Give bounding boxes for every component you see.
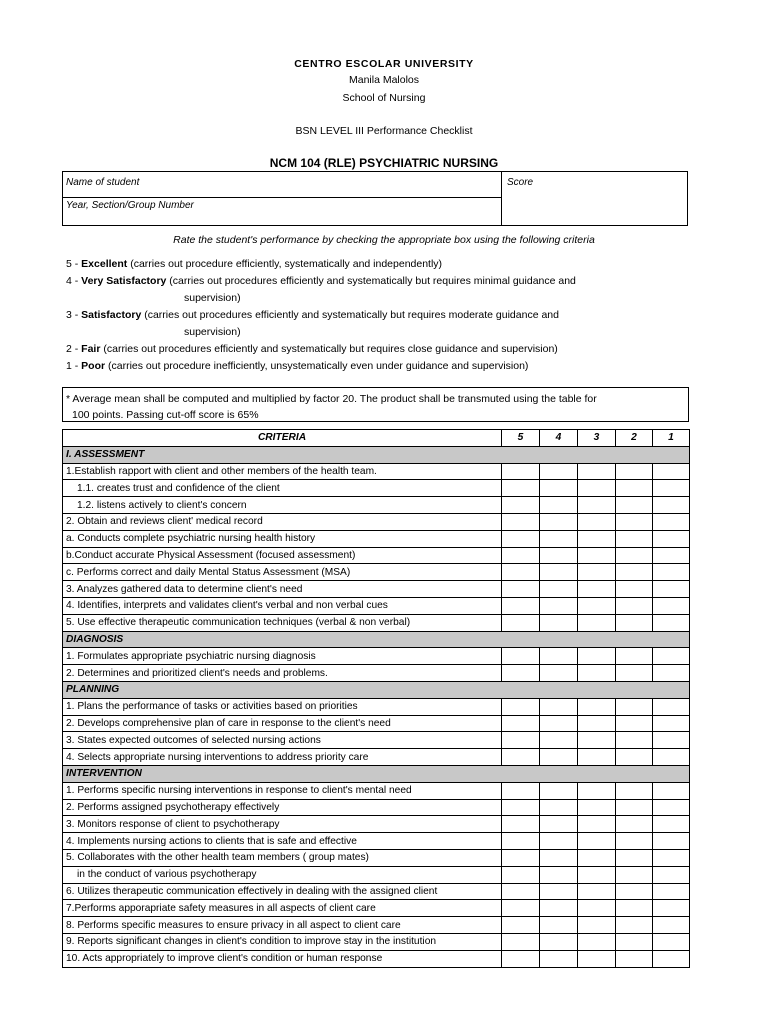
criteria-table bbox=[62, 429, 690, 968]
score-checkbox-1[interactable] bbox=[653, 866, 690, 883]
score-checkbox-4[interactable] bbox=[540, 849, 578, 866]
criteria-text: 1. Formulates appropriate psychiatric nursing diagnosis bbox=[63, 648, 502, 665]
score-checkbox-4[interactable] bbox=[540, 917, 578, 934]
score-checkbox-5[interactable] bbox=[502, 749, 540, 766]
score-checkbox-4[interactable] bbox=[540, 816, 578, 833]
criteria-row bbox=[63, 665, 690, 682]
score-checkbox-1[interactable] bbox=[653, 799, 690, 816]
score-checkbox-5[interactable] bbox=[502, 480, 540, 497]
criteria-row bbox=[63, 614, 690, 631]
criteria-text: 2. Obtain and reviews client' medical record bbox=[63, 513, 502, 530]
section-title: PLANNING bbox=[63, 681, 690, 698]
criteria-text: 1.2. listens actively to client's concern bbox=[63, 497, 502, 514]
score-checkbox-4[interactable] bbox=[540, 698, 578, 715]
score-checkbox-3[interactable] bbox=[578, 933, 616, 950]
score-checkbox-2[interactable] bbox=[616, 816, 653, 833]
score-checkbox-3[interactable] bbox=[578, 597, 616, 614]
rating-instruction: Rate the student's performance by checking the appropriate box using the following criteria bbox=[173, 234, 595, 246]
score-checkbox-5[interactable] bbox=[502, 917, 540, 934]
score-checkbox-1[interactable] bbox=[653, 581, 690, 598]
course-title: NCM 104 (RLE) PSYCHIATRIC NURSING bbox=[269, 156, 499, 170]
score-checkbox-4[interactable] bbox=[540, 933, 578, 950]
score-checkbox-3[interactable] bbox=[578, 463, 616, 480]
score-checkbox-2[interactable] bbox=[616, 749, 653, 766]
criteria-text: 9. Reports significant changes in client's condition to improve stay in the institution bbox=[63, 933, 502, 950]
score-checkbox-3[interactable] bbox=[578, 749, 616, 766]
score-checkbox-1[interactable] bbox=[653, 749, 690, 766]
score-checkbox-2[interactable] bbox=[616, 799, 653, 816]
score-checkbox-4[interactable] bbox=[540, 614, 578, 631]
score-checkbox-2[interactable] bbox=[616, 597, 653, 614]
score-checkbox-4[interactable] bbox=[540, 749, 578, 766]
score-checkbox-4[interactable] bbox=[540, 866, 578, 883]
score-checkbox-5[interactable] bbox=[502, 883, 540, 900]
score-checkbox-4[interactable] bbox=[540, 581, 578, 598]
score-checkbox-5[interactable] bbox=[502, 564, 540, 581]
legend-item: 4 - Very Satisfactory (carries out procedures efficiently and systematically but requires minimal guidance and bbox=[66, 275, 576, 287]
criteria-row bbox=[63, 581, 690, 598]
score-checkbox-3[interactable] bbox=[578, 950, 616, 967]
score-checkbox-1[interactable] bbox=[653, 715, 690, 732]
score-checkbox-3[interactable] bbox=[578, 715, 616, 732]
score-checkbox-5[interactable] bbox=[502, 849, 540, 866]
score-checkbox-2[interactable] bbox=[616, 513, 653, 530]
score-checkbox-4[interactable] bbox=[540, 547, 578, 564]
score-checkbox-5[interactable] bbox=[502, 698, 540, 715]
criteria-row bbox=[63, 530, 690, 547]
score-checkbox-2[interactable] bbox=[616, 581, 653, 598]
criteria-row bbox=[63, 866, 690, 883]
score-checkbox-5[interactable] bbox=[502, 782, 540, 799]
score-checkbox-2[interactable] bbox=[616, 648, 653, 665]
university-name: CENTRO ESCOLAR UNIVERSITY bbox=[294, 58, 474, 70]
score-checkbox-1[interactable] bbox=[653, 564, 690, 581]
score-checkbox-2[interactable] bbox=[616, 530, 653, 547]
score-checkbox-4[interactable] bbox=[540, 782, 578, 799]
criteria-text: b.Conduct accurate Physical Assessment (focused assessment) bbox=[63, 547, 502, 564]
score-checkbox-2[interactable] bbox=[616, 614, 653, 631]
score-checkbox-2[interactable] bbox=[616, 900, 653, 917]
score-checkbox-2[interactable] bbox=[616, 782, 653, 799]
score-checkbox-4[interactable] bbox=[540, 648, 578, 665]
criteria-text: in the conduct of various psychotherapy bbox=[63, 866, 502, 883]
score-checkbox-2[interactable] bbox=[616, 715, 653, 732]
criteria-text: 3. Analyzes gathered data to determine client's need bbox=[63, 581, 502, 598]
score-checkbox-4[interactable] bbox=[540, 799, 578, 816]
table-header-row bbox=[63, 430, 690, 447]
score-header-2: 2 bbox=[616, 430, 653, 447]
score-checkbox-3[interactable] bbox=[578, 530, 616, 547]
criteria-text: 1.Establish rapport with client and other members of the health team. bbox=[63, 463, 502, 480]
score-checkbox-4[interactable] bbox=[540, 715, 578, 732]
score-checkbox-3[interactable] bbox=[578, 900, 616, 917]
score-checkbox-5[interactable] bbox=[502, 665, 540, 682]
score-checkbox-3[interactable] bbox=[578, 513, 616, 530]
score-checkbox-5[interactable] bbox=[502, 833, 540, 850]
note-line-2: 100 points. Passing cut-off score is 65% bbox=[72, 409, 259, 421]
criteria-text: 1. Plans the performance of tasks or activities based on priorities bbox=[63, 698, 502, 715]
score-checkbox-5[interactable] bbox=[502, 933, 540, 950]
criteria-text: 5. Collaborates with the other health team members ( group mates) bbox=[63, 849, 502, 866]
score-checkbox-1[interactable] bbox=[653, 665, 690, 682]
criteria-row bbox=[63, 933, 690, 950]
score-checkbox-2[interactable] bbox=[616, 917, 653, 934]
criteria-row bbox=[63, 950, 690, 967]
score-checkbox-3[interactable] bbox=[578, 564, 616, 581]
score-checkbox-3[interactable] bbox=[578, 648, 616, 665]
criteria-row bbox=[63, 547, 690, 564]
score-checkbox-2[interactable] bbox=[616, 866, 653, 883]
score-checkbox-3[interactable] bbox=[578, 497, 616, 514]
criteria-row bbox=[63, 564, 690, 581]
criteria-text: 7.Performs apporapriate safety measures in all aspects of client care bbox=[63, 900, 502, 917]
score-checkbox-2[interactable] bbox=[616, 950, 653, 967]
score-checkbox-3[interactable] bbox=[578, 698, 616, 715]
score-checkbox-4[interactable] bbox=[540, 513, 578, 530]
score-checkbox-5[interactable] bbox=[502, 597, 540, 614]
score-label: Score bbox=[507, 177, 534, 188]
score-checkbox-3[interactable] bbox=[578, 480, 616, 497]
score-checkbox-4[interactable] bbox=[540, 900, 578, 917]
legend-item: 2 - Fair (carries out procedures efficiently and systematically but requires close guidance and supervision) bbox=[66, 343, 558, 355]
section-header-row bbox=[63, 681, 690, 698]
score-checkbox-1[interactable] bbox=[653, 782, 690, 799]
score-checkbox-3[interactable] bbox=[578, 816, 616, 833]
score-checkbox-5[interactable] bbox=[502, 463, 540, 480]
section-header-row bbox=[63, 631, 690, 648]
score-checkbox-1[interactable] bbox=[653, 497, 690, 514]
score-checkbox-3[interactable] bbox=[578, 732, 616, 749]
criteria-row bbox=[63, 900, 690, 917]
campus-location: Manila Malolos bbox=[348, 74, 420, 86]
legend-item: 1 - Poor (carries out procedure inefficiently, unsystematically even under guidance and supervision) bbox=[66, 360, 529, 372]
score-checkbox-5[interactable] bbox=[502, 732, 540, 749]
student-name-label: Name of student bbox=[66, 177, 140, 188]
criteria-text: c. Performs correct and daily Mental Status Assessment (MSA) bbox=[63, 564, 502, 581]
score-checkbox-5[interactable] bbox=[502, 648, 540, 665]
score-header-3: 3 bbox=[578, 430, 616, 447]
score-checkbox-5[interactable] bbox=[502, 816, 540, 833]
criteria-text: 4. Selects appropriate nursing interventions to address priority care bbox=[63, 749, 502, 766]
student-name-field[interactable] bbox=[63, 172, 502, 198]
score-checkbox-2[interactable] bbox=[616, 463, 653, 480]
legend-item: 3 - Satisfactory (carries out procedures efficiently and systematically but requires moderate guidance and bbox=[66, 309, 559, 321]
criteria-row bbox=[63, 799, 690, 816]
year-section-label: Year, Section/Group Number bbox=[66, 200, 194, 211]
section-title: INTERVENTION bbox=[63, 765, 690, 782]
score-checkbox-4[interactable] bbox=[540, 480, 578, 497]
criteria-text: 10. Acts appropriately to improve client's condition or human response bbox=[63, 950, 502, 967]
score-checkbox-1[interactable] bbox=[653, 917, 690, 934]
criteria-row bbox=[63, 648, 690, 665]
score-checkbox-4[interactable] bbox=[540, 833, 578, 850]
criteria-row bbox=[63, 698, 690, 715]
score-checkbox-5[interactable] bbox=[502, 513, 540, 530]
score-header-4: 4 bbox=[540, 430, 578, 447]
score-checkbox-5[interactable] bbox=[502, 900, 540, 917]
score-checkbox-2[interactable] bbox=[616, 883, 653, 900]
score-header-5: 5 bbox=[502, 430, 540, 447]
criteria-row bbox=[63, 463, 690, 480]
section-header-row bbox=[63, 765, 690, 782]
score-checkbox-2[interactable] bbox=[616, 933, 653, 950]
score-checkbox-5[interactable] bbox=[502, 799, 540, 816]
score-checkbox-1[interactable] bbox=[653, 530, 690, 547]
score-checkbox-1[interactable] bbox=[653, 849, 690, 866]
section-title: I. ASSESSMENT bbox=[63, 446, 690, 463]
criteria-text: a. Conducts complete psychiatric nursing health history bbox=[63, 530, 502, 547]
score-checkbox-4[interactable] bbox=[540, 564, 578, 581]
score-checkbox-2[interactable] bbox=[616, 564, 653, 581]
score-checkbox-3[interactable] bbox=[578, 547, 616, 564]
score-checkbox-4[interactable] bbox=[540, 597, 578, 614]
score-checkbox-1[interactable] bbox=[653, 547, 690, 564]
score-checkbox-1[interactable] bbox=[653, 816, 690, 833]
score-checkbox-2[interactable] bbox=[616, 698, 653, 715]
score-checkbox-1[interactable] bbox=[653, 480, 690, 497]
score-checkbox-4[interactable] bbox=[540, 950, 578, 967]
criteria-text: 4. Identifies, interprets and validates client's verbal and non verbal cues bbox=[63, 597, 502, 614]
criteria-header: CRITERIA bbox=[63, 430, 502, 447]
score-checkbox-2[interactable] bbox=[616, 480, 653, 497]
score-checkbox-3[interactable] bbox=[578, 849, 616, 866]
score-checkbox-1[interactable] bbox=[653, 648, 690, 665]
legend-item-continued: supervision) bbox=[184, 326, 241, 338]
year-section-field[interactable] bbox=[63, 198, 502, 226]
score-checkbox-2[interactable] bbox=[616, 849, 653, 866]
legend-item: 5 - Excellent (carries out procedure efficiently, systematically and independently) bbox=[66, 258, 443, 270]
criteria-row bbox=[63, 883, 690, 900]
score-checkbox-4[interactable] bbox=[540, 732, 578, 749]
scoring-note bbox=[62, 387, 689, 422]
score-checkbox-2[interactable] bbox=[616, 833, 653, 850]
score-checkbox-3[interactable] bbox=[578, 614, 616, 631]
score-checkbox-1[interactable] bbox=[653, 597, 690, 614]
criteria-text: 3. Monitors response of client to psychotherapy bbox=[63, 816, 502, 833]
criteria-text: 2. Performs assigned psychotherapy effectively bbox=[63, 799, 502, 816]
score-checkbox-5[interactable] bbox=[502, 614, 540, 631]
school-name: School of Nursing bbox=[342, 92, 426, 104]
legend-item-continued: supervision) bbox=[184, 292, 241, 304]
score-checkbox-5[interactable] bbox=[502, 950, 540, 967]
score-checkbox-5[interactable] bbox=[502, 581, 540, 598]
criteria-row bbox=[63, 732, 690, 749]
score-checkbox-3[interactable] bbox=[578, 581, 616, 598]
score-checkbox-2[interactable] bbox=[616, 547, 653, 564]
note-line-1: * Average mean shall be computed and multiplied by factor 20. The product shall be transmuted using the table for bbox=[66, 393, 597, 405]
score-checkbox-5[interactable] bbox=[502, 530, 540, 547]
score-checkbox-4[interactable] bbox=[540, 497, 578, 514]
score-checkbox-3[interactable] bbox=[578, 665, 616, 682]
score-checkbox-3[interactable] bbox=[578, 782, 616, 799]
score-checkbox-3[interactable] bbox=[578, 799, 616, 816]
score-checkbox-1[interactable] bbox=[653, 900, 690, 917]
criteria-row bbox=[63, 849, 690, 866]
criteria-row bbox=[63, 597, 690, 614]
score-header-1: 1 bbox=[653, 430, 690, 447]
score-checkbox-2[interactable] bbox=[616, 497, 653, 514]
criteria-row bbox=[63, 749, 690, 766]
rating-legend bbox=[66, 256, 576, 375]
score-checkbox-3[interactable] bbox=[578, 883, 616, 900]
score-checkbox-3[interactable] bbox=[578, 833, 616, 850]
score-checkbox-4[interactable] bbox=[540, 530, 578, 547]
score-checkbox-4[interactable] bbox=[540, 463, 578, 480]
criteria-text: 1.1. creates trust and confidence of the client bbox=[63, 480, 502, 497]
criteria-row bbox=[63, 782, 690, 799]
score-checkbox-5[interactable] bbox=[502, 866, 540, 883]
score-checkbox-1[interactable] bbox=[653, 950, 690, 967]
criteria-text: 5. Use effective therapeutic communication techniques (verbal & non verbal) bbox=[63, 614, 502, 631]
criteria-row bbox=[63, 816, 690, 833]
criteria-text: 4. Implements nursing actions to clients that is safe and effective bbox=[63, 833, 502, 850]
criteria-row bbox=[63, 480, 690, 497]
criteria-row bbox=[63, 497, 690, 514]
score-checkbox-5[interactable] bbox=[502, 497, 540, 514]
score-checkbox-2[interactable] bbox=[616, 665, 653, 682]
criteria-text: 2. Develops comprehensive plan of care in response to the client's need bbox=[63, 715, 502, 732]
score-checkbox-2[interactable] bbox=[616, 732, 653, 749]
criteria-text: 2. Determines and prioritized client's needs and problems. bbox=[63, 665, 502, 682]
criteria-row bbox=[63, 917, 690, 934]
score-checkbox-1[interactable] bbox=[653, 732, 690, 749]
section-header-row bbox=[63, 446, 690, 463]
criteria-text: 1. Performs specific nursing interventions in response to client's mental need bbox=[63, 782, 502, 799]
score-checkbox-3[interactable] bbox=[578, 917, 616, 934]
score-checkbox-5[interactable] bbox=[502, 547, 540, 564]
score-checkbox-1[interactable] bbox=[653, 614, 690, 631]
score-checkbox-3[interactable] bbox=[578, 866, 616, 883]
criteria-text: 8. Performs specific measures to ensure privacy in all aspect to client care bbox=[63, 917, 502, 934]
checklist-title: BSN LEVEL III Performance Checklist bbox=[295, 125, 473, 137]
criteria-text: 6. Utilizes therapeutic communication effectively in dealing with the assigned client bbox=[63, 883, 502, 900]
criteria-row bbox=[63, 513, 690, 530]
score-checkbox-1[interactable] bbox=[653, 513, 690, 530]
score-checkbox-4[interactable] bbox=[540, 665, 578, 682]
score-checkbox-1[interactable] bbox=[653, 698, 690, 715]
student-info-box bbox=[62, 171, 688, 226]
score-checkbox-1[interactable] bbox=[653, 933, 690, 950]
score-checkbox-1[interactable] bbox=[653, 883, 690, 900]
score-checkbox-1[interactable] bbox=[653, 833, 690, 850]
criteria-row bbox=[63, 715, 690, 732]
score-checkbox-5[interactable] bbox=[502, 715, 540, 732]
score-checkbox-1[interactable] bbox=[653, 463, 690, 480]
criteria-text: 3. States expected outcomes of selected nursing actions bbox=[63, 732, 502, 749]
score-checkbox-4[interactable] bbox=[540, 883, 578, 900]
criteria-row bbox=[63, 833, 690, 850]
section-title: DIAGNOSIS bbox=[63, 631, 690, 648]
